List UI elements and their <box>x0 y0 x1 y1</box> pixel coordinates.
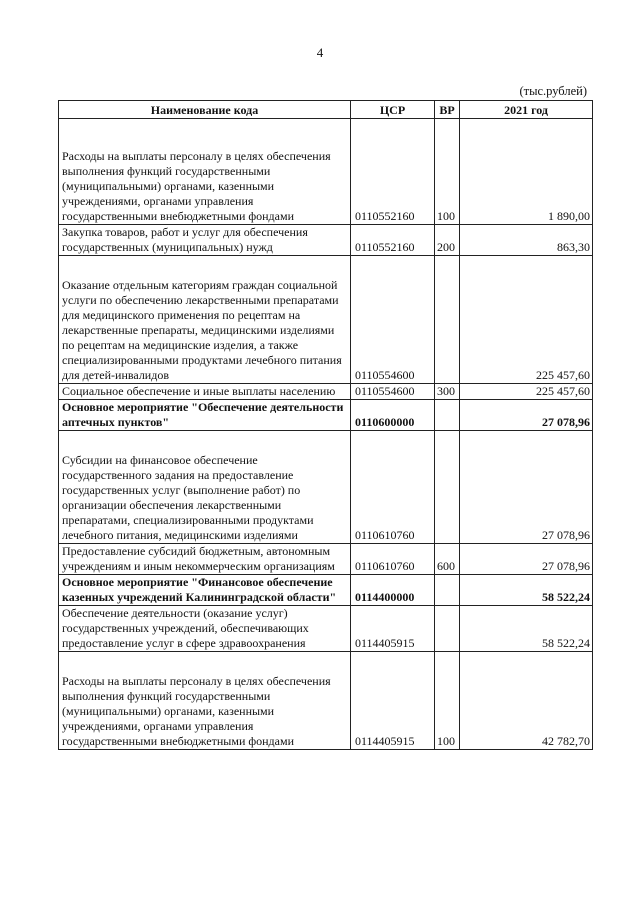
row-vr <box>435 256 460 384</box>
row-csr: 0114405915 <box>351 606 435 652</box>
table-row <box>59 400 593 431</box>
row-name: Предоставление субсидий бюджетным, автономным учреждениям и иным некоммерческим организациям <box>59 544 351 575</box>
row-amount: 27 078,96 <box>460 431 593 544</box>
row-amount: 1 890,00 <box>460 119 593 225</box>
row-name: Основное мероприятие "Финансовое обеспечение казенных учреждений Калининградской области" <box>59 575 351 606</box>
row-csr: 0110554600 <box>351 384 435 400</box>
row-vr <box>435 606 460 652</box>
row-csr: 0110610760 <box>351 544 435 575</box>
row-amount: 58 522,24 <box>460 575 593 606</box>
row-amount: 225 457,60 <box>460 384 593 400</box>
row-name: Закупка товаров, работ и услуг для обеспечения государственных (муниципальных) нужд <box>59 225 351 256</box>
row-csr: 0114400000 <box>351 575 435 606</box>
row-amount: 27 078,96 <box>460 544 593 575</box>
row-amount: 58 522,24 <box>460 606 593 652</box>
header-year: 2021 год <box>460 101 593 119</box>
row-csr: 0110600000 <box>351 400 435 431</box>
table-row <box>59 544 593 575</box>
row-amount: 27 078,96 <box>460 400 593 431</box>
page-number: 4 <box>316 45 324 60</box>
row-name: Основное мероприятие "Обеспечение деятельности аптечных пунктов" <box>59 400 351 431</box>
header-vr: ВР <box>435 101 460 119</box>
row-amount: 225 457,60 <box>460 256 593 384</box>
table-row <box>59 256 593 384</box>
row-csr: 0110552160 <box>351 225 435 256</box>
table-row <box>59 119 593 225</box>
table-header-row <box>59 101 593 119</box>
header-csr: ЦСР <box>351 101 435 119</box>
table-row <box>59 652 593 750</box>
row-name: Оказание отдельным категориям граждан социальной услуги по обеспечению лекарственными препаратами для медицинского применения по рецептам на лекарственные препараты, медицинскими изделиями по рецептам на медицинские изделия, а также специализированными продуктами лечебного питания для детей-инвалидов <box>59 256 351 384</box>
table-row <box>59 384 593 400</box>
row-vr: 100 <box>435 652 460 750</box>
row-csr: 0110610760 <box>351 431 435 544</box>
row-name: Социальное обеспечение и иные выплаты населению <box>59 384 351 400</box>
budget-table <box>58 100 593 750</box>
table-row <box>59 606 593 652</box>
row-vr <box>435 575 460 606</box>
row-vr: 300 <box>435 384 460 400</box>
row-name: Обеспечение деятельности (оказание услуг) государственных учреждений, обеспечивающих предоставление услуг в сфере здравоохранения <box>59 606 351 652</box>
units-label: (тыс.рублей) <box>519 84 587 98</box>
row-amount: 42 782,70 <box>460 652 593 750</box>
header-name: Наименование кода <box>59 101 351 119</box>
row-csr: 0110552160 <box>351 119 435 225</box>
row-name: Субсидии на финансовое обеспечение государственного задания на предоставление государственных услуг (выполнение работ) по организации обеспечения лекарственными препаратами, специализированными продуктами лечебного питания, медицинскими изделиями <box>59 431 351 544</box>
table-row <box>59 575 593 606</box>
row-csr: 0114405915 <box>351 652 435 750</box>
table-row <box>59 431 593 544</box>
row-vr <box>435 400 460 431</box>
table-row <box>59 225 593 256</box>
row-vr <box>435 431 460 544</box>
row-name: Расходы на выплаты персоналу в целях обеспечения выполнения функций государственными (муниципальными) органами, казенными учреждениями, органами управления государственными внебюджетными фондами <box>59 119 351 225</box>
row-vr: 200 <box>435 225 460 256</box>
row-amount: 863,30 <box>460 225 593 256</box>
row-csr: 0110554600 <box>351 256 435 384</box>
row-vr: 100 <box>435 119 460 225</box>
row-vr: 600 <box>435 544 460 575</box>
row-name: Расходы на выплаты персоналу в целях обеспечения выполнения функций государственными (муниципальными) органами, казенными учреждениями, органами управления государственными внебюджетными фондами <box>59 652 351 750</box>
